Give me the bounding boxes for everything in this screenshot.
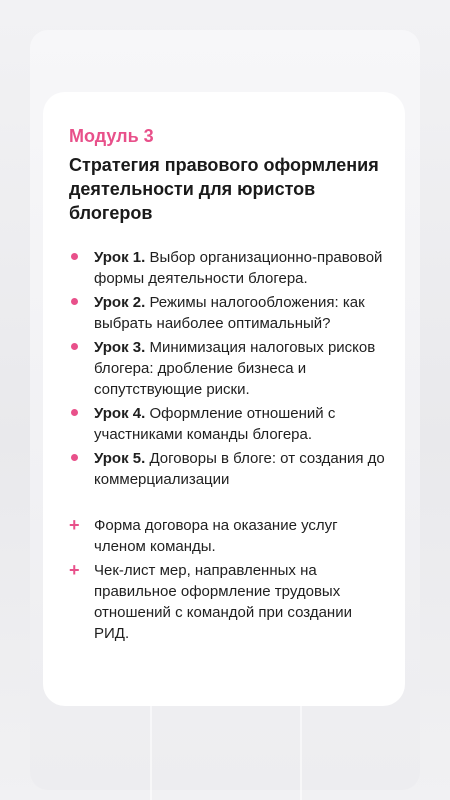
lesson-label: Урок 1. [94,249,146,266]
lesson-label: Урок 4. [94,405,146,422]
lesson-item [69,403,385,445]
lesson-label: Урок 5. [94,450,146,467]
bonus-item [69,515,385,557]
bonus-text: Чек-лист мер, направленных на правильное оформление трудовых отношений с командой при создании РИД. [94,562,352,642]
lesson-item [69,247,385,289]
lesson-text: Минимизация налоговых рисков блогера: дробление бизнеса и сопутствующие риски. [94,339,376,398]
lesson-item [69,292,385,334]
bonus-text: Форма договора на оказание услуг членом команды. [94,517,338,555]
lesson-text: Договоры в блоге: от создания до коммерциализации [94,450,385,488]
bonus-item [69,560,385,644]
lesson-list [69,247,385,490]
module-title: Стратегия правового оформления деятельности для юристов блогеров [69,155,379,223]
lesson-label: Урок 3. [94,339,146,356]
lesson-text: Оформление отношений с участниками команды блогера. [94,405,336,443]
plus-icon: + [69,515,80,535]
pink-dot-icon [71,298,78,305]
lesson-text: Выбор организационно-правовой формы деятельности блогера. [94,249,383,287]
pink-dot-icon [71,343,78,350]
bonus-list [69,515,385,644]
pink-dot-icon [71,253,78,260]
module-card [43,92,405,706]
lesson-item [69,337,385,400]
lesson-text: Режимы налогообложения: как выбрать наиболее оптимальный? [94,294,365,332]
plus-icon: + [69,560,80,580]
lesson-label: Урок 2. [94,294,146,311]
pink-dot-icon [71,409,78,416]
lesson-item [69,448,385,490]
module-label: Модуль 3 [69,126,154,146]
pink-dot-icon [71,454,78,461]
